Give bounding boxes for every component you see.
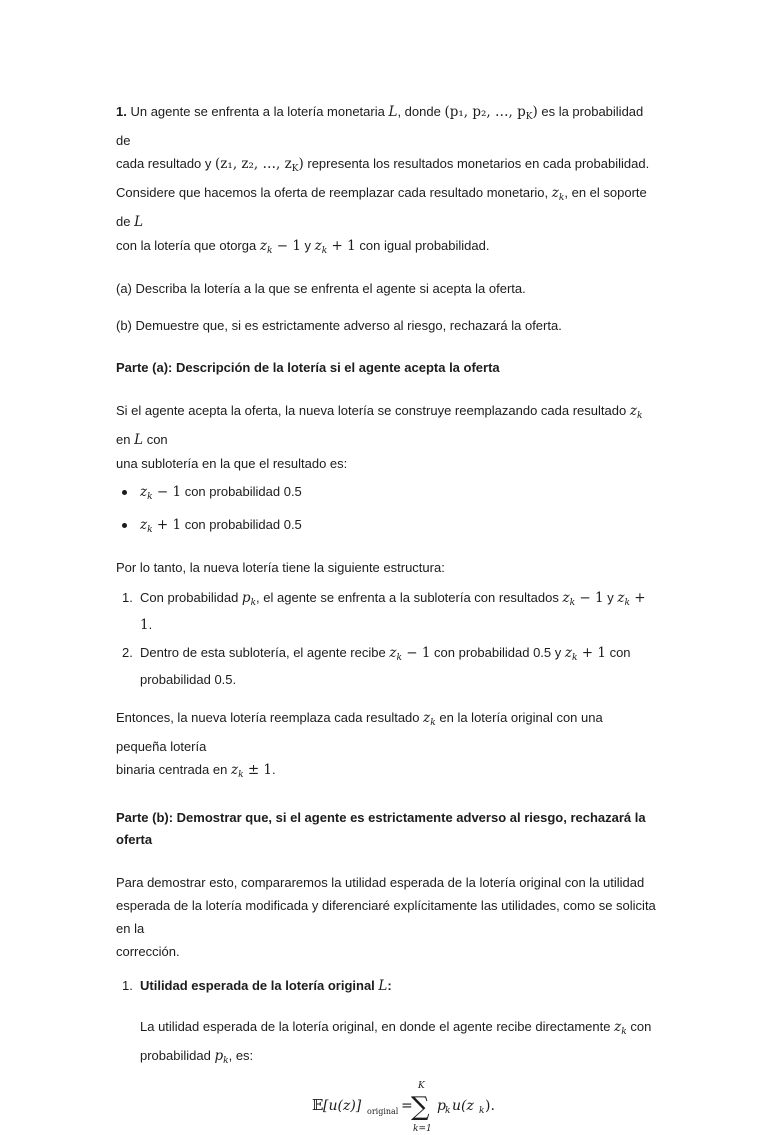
eq-pk-sub: k xyxy=(445,1106,451,1116)
eq-close: ). xyxy=(485,1098,495,1114)
part-b-paragraph-1: Para demostrar esto, compararemos la utilidad esperada de la lotería original con la utilidad esperada de la lotería modificada y diferenciaré explícitamente las utilidades, como se solicita en la corrección. xyxy=(116,875,656,959)
part-b-step-1-paragraph: La utilidad esperada de la lotería original, en donde el agente recibe directamente $z_k$ con probabilidad $p_k$, es: xyxy=(140,1019,652,1066)
question-b: (b) Demuestre que, si es estrictamente adverso al riesgo, rechazará la oferta. xyxy=(116,318,562,333)
text: representa los resultados monetarios en cada probabilidad. xyxy=(307,156,650,171)
text: con igual probabilidad. xyxy=(359,238,490,253)
part-a-heading: Parte (a): Descripción de la lotería si el agente acepta la oferta xyxy=(116,360,500,375)
math-zk-plus-1: $z_k + 1$ xyxy=(314,238,356,256)
proof-steps xyxy=(116,975,656,997)
text: Considere que hacemos la oferta de reemplazar cada resultado monetario, xyxy=(116,185,549,200)
part-b-heading: Parte (b): Demostrar que, si el agente es estrictamente adverso al riesgo, rechazará la oferta xyxy=(116,810,646,847)
eq-lhs: [u(z)] xyxy=(323,1098,362,1114)
list-item: $z_k - 1$ con probabilidad 0.5 xyxy=(116,481,656,508)
eq-subscript: original xyxy=(367,1107,399,1116)
eq-expectation: 𝔼 xyxy=(312,1096,324,1114)
question-a: (a) Describa la lotería a la que se enfrenta el agente si acepta la oferta. xyxy=(116,281,526,296)
part-a-paragraph-3: Entonces, la nueva lotería reemplaza cada resultado $z_k$ en la lotería original con una pequeña lotería binaria centrada en $z_k \pm 1$. xyxy=(116,710,603,780)
problem-statement xyxy=(116,100,656,263)
outcome-list xyxy=(116,481,656,541)
text: con la lotería que otorga xyxy=(116,238,257,253)
eq-pk: p xyxy=(437,1098,446,1114)
text: es la probabilidad de xyxy=(116,104,644,148)
eq-uz: u(z xyxy=(452,1098,474,1114)
eq-sum: ∑ xyxy=(411,1092,430,1122)
list-item: 1. Utilidad esperada de la lotería original L: xyxy=(122,978,392,994)
part-a-paragraph-1: Si el agente acepta la oferta, la nueva lotería se construye reemplazando cada resultado $z_k$ en L con una sublotería en la que el resultado es: xyxy=(116,403,643,471)
math-z-vector: (z₁, z₂, …, $z_K$) xyxy=(215,156,304,174)
text: y xyxy=(304,238,312,253)
math-L: L xyxy=(388,104,398,120)
problem-number: 1. xyxy=(116,104,127,119)
expected-utility-equation xyxy=(116,1077,656,1135)
document xyxy=(116,100,656,1135)
part-a-paragraph-2: Por lo tanto, la nueva lotería tiene la siguiente estructura: xyxy=(116,560,445,575)
structure-list xyxy=(116,587,656,691)
text: Un agente se enfrenta a la lotería monetaria xyxy=(130,104,385,119)
eq-equals: = xyxy=(401,1098,413,1114)
text: cada resultado y xyxy=(116,156,212,171)
math-zk: $z_k$ xyxy=(551,185,565,203)
math-L: L xyxy=(134,214,144,230)
text: , en el soporte de xyxy=(116,185,647,229)
eq-sum-bottom: k=1 xyxy=(413,1124,432,1134)
equation-svg xyxy=(312,1077,512,1135)
math-p-vector: (p₁, p₂, …, $p_K$) xyxy=(444,104,538,122)
eq-zk-sub: k xyxy=(479,1106,485,1116)
math-zk-minus-1: $z_k - 1$ xyxy=(259,238,301,256)
list-item: $z_k + 1$ con probabilidad 0.5 xyxy=(116,514,656,541)
eq-sum-top: K xyxy=(418,1081,425,1091)
list-item: 2. Dentro de esta sublotería, el agente recibe $z_k - 1$ con probabilidad 0.5 y $z_k + 1$ con probabilidad 0.5. xyxy=(122,645,631,687)
text: , donde xyxy=(397,104,441,119)
list-item: 1. Con probabilidad $p_k$, el agente se enfrenta a la sublotería con resultados $z_k - 1$ y $z_k + 1$. xyxy=(122,590,646,633)
